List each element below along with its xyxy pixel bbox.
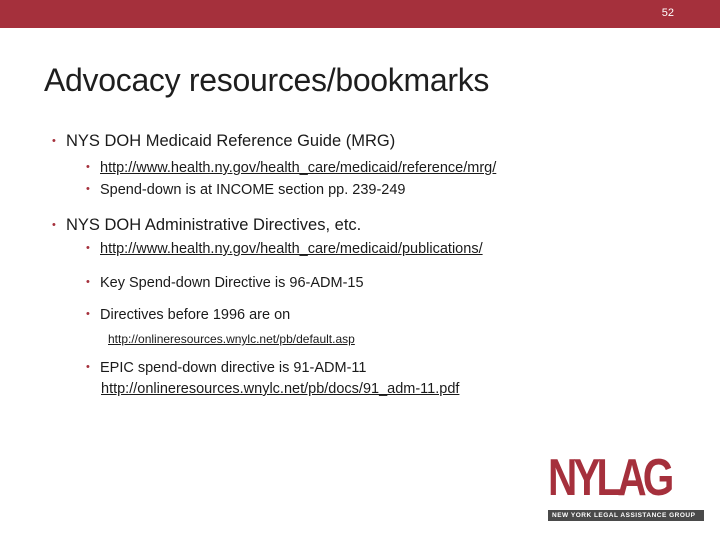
- logo-tagline-bar: [548, 510, 704, 521]
- mrg-link[interactable]: http://www.health.ny.gov/health_care/medicaid/reference/mrg/: [100, 160, 497, 176]
- bullet-dot: •: [86, 308, 90, 320]
- bullet-dot: •: [86, 161, 90, 173]
- bullet-publications-link: [86, 241, 483, 257]
- bullet-spenddown-income: • Spend-down is at INCOME section pp. 239-249: [86, 182, 406, 198]
- header-bar: [0, 0, 720, 28]
- bullet-dot: •: [86, 361, 90, 373]
- slide-title: Advocacy resources/bookmarks: [44, 62, 490, 98]
- bullet-key-directive: • Key Spend-down Directive is 96-ADM-15: [86, 275, 364, 291]
- nylag-logo: [548, 449, 704, 522]
- publications-link[interactable]: http://www.health.ny.gov/health_care/medicaid/publications/: [100, 241, 483, 257]
- bullet-mrg-link: [86, 160, 496, 176]
- bullet-dot: •: [86, 183, 90, 195]
- wnylc-default-link[interactable]: http://onlineresources.wnylc.net/pb/default.asp: [108, 332, 355, 346]
- epic-directive-link[interactable]: http://onlineresources.wnylc.net/pb/docs/91_adm-11.pdf: [101, 381, 460, 397]
- bullet-dot: •: [52, 135, 56, 147]
- bullet-epic: • EPIC spend-down directive is 91-ADM-11: [86, 360, 367, 376]
- bullet-mrg: • NYS DOH Medicaid Reference Guide (MRG): [52, 132, 396, 150]
- bullet-dot: •: [86, 276, 90, 288]
- bullet-directives: • NYS DOH Administrative Directives, etc.: [52, 216, 362, 234]
- bullet-dot: •: [86, 242, 90, 254]
- page-number: 52: [661, 7, 674, 19]
- logo-wordmark: NYLAG: [548, 449, 671, 507]
- bullet-before-1996: • Directives before 1996 are on: [86, 307, 291, 323]
- logo-tagline: NEW YORK LEGAL ASSISTANCE GROUP: [552, 512, 696, 519]
- bullet-dot: •: [52, 219, 56, 231]
